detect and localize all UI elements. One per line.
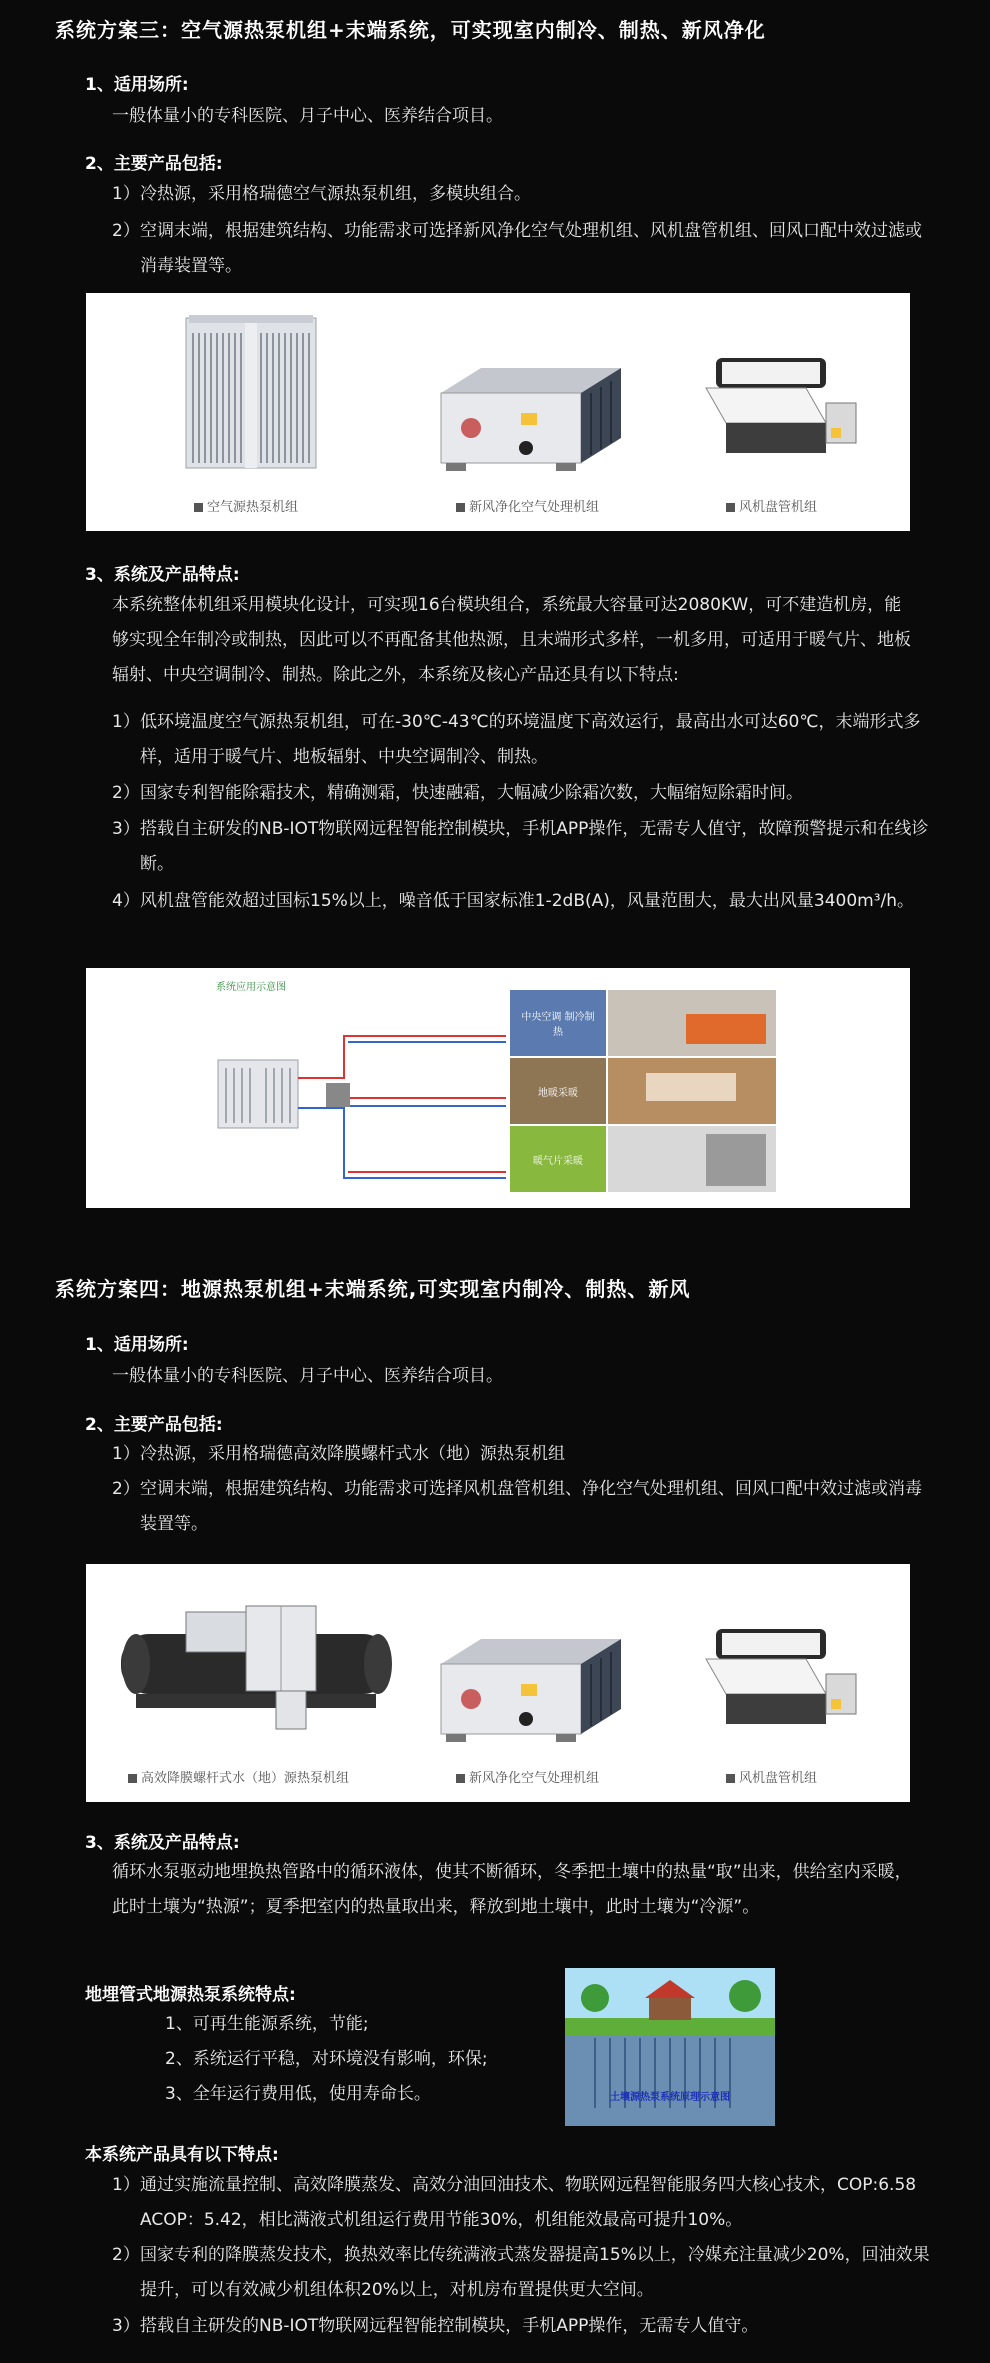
plan3-system-diagram <box>86 968 910 1208</box>
plan4-title: 系统方案四：地源热泵机组+末端系统,可实现室内制冷、制热、新风 <box>55 1277 691 1301</box>
ground-source-item-2: 2、系统运行平稳，对环境没有影响，环保; <box>165 2049 488 2069</box>
caption-screw-heat-pump: 高效降膜螺杆式水（地）源热泵机组 <box>128 1767 349 1786</box>
plan3-sec2-title: 2、主要产品包括: <box>85 154 223 174</box>
caption-fresh-air-unit-2: 新风净化空气处理机组 <box>456 1767 599 1786</box>
fan-coil-unit-image-2 <box>696 1619 866 1739</box>
plan3-product-panel <box>86 293 910 531</box>
plan3-feature-1: 1） 低环境温度空气源热泵机组，可在-30℃-43℃的环境温度下高效运行，最高出水可达60℃，末端形式多样，适用于暖气片、地板辐射、中央空调制冷、制热。 <box>112 712 921 767</box>
plan4-sec1-title: 1、适用场所: <box>85 1335 189 1355</box>
plan3-sec1-title: 1、适用场所: <box>85 75 189 95</box>
ground-source-caption: 土壤源热泵系统原理示意图 <box>610 2092 730 2103</box>
plan3-sec3-text: 本系统整体机组采用模块化设计，可实现16台模块组合，系统最大容量可达2080KW，可不建造机房，能够实现全年制冷或制热，因此可以不再配备其他热源，且末端形式多样，一机多用，可适用于暖气片、地板辐射、中央空调制冷、制热。除此之外，本系统及核心产品还具有以下特点: <box>112 595 911 685</box>
air-source-heat-pump-image <box>181 313 321 473</box>
plan4-sec3-title: 3、系统及产品特点: <box>85 1833 240 1853</box>
plan3-feature-4: 4） 风机盘管能效超过国标15%以上，噪音低于国家标准1-2dB(A)，风量范围大，最大出风量3400m³/h。 <box>112 891 915 911</box>
diagram-graphic <box>86 968 910 1208</box>
caption-fresh-air-unit: 新风净化空气处理机组 <box>456 496 599 515</box>
plan4-feature-2: 2） 国家专利的降膜蒸发技术，换热效率比传统满液式蒸发器提高15%以上，冷媒充注量减少20%，回油效果提升，可以有效减少机组体积20%以上，对机房布置提供更大空间。 <box>112 2245 930 2300</box>
fresh-air-unit-image <box>431 363 631 473</box>
diagram-label-floor-heating: 地暖采暖 <box>538 1088 578 1099</box>
caption-air-source-heat-pump: 空气源热泵机组 <box>194 496 298 515</box>
plan4-feature-1: 1） 通过实施流量控制、高效降膜蒸发、高效分油回油技术、物联网远程智能服务四大核心技术，COP:6.58 ACOP：5.42，相比满液式机组运行费用节能30%，机组能效最高可提升10%。 <box>112 2175 917 2230</box>
diagram-label-central-ac: 中央空调 制冷制热 <box>521 1012 595 1038</box>
caption-fan-coil-unit: 风机盘管机组 <box>726 496 817 515</box>
plan3-sec1-text: 一般体量小的专科医院、月子中心、医养结合项目。 <box>112 106 503 126</box>
plan3-feature-2: 2） 国家专利智能除霜技术，精确测霜，快速融霜，大幅减少除霜次数，大幅缩短除霜时间。 <box>112 783 803 803</box>
ground-source-illustration <box>565 1968 775 2126</box>
screw-heat-pump-image <box>116 1604 396 1734</box>
diagram-title: 系统应用示意图 <box>216 982 286 993</box>
plan4-product-item-1: 1） 冷热源，采用格瑞德高效降膜螺杆式水（地）源热泵机组 <box>112 1444 565 1464</box>
ground-source-item-1: 1、可再生能源系统，节能; <box>165 2014 369 2034</box>
diagram-label-radiator: 暖气片采暖 <box>533 1156 583 1167</box>
plan3-product-item-2: 2） 空调末端，根据建筑结构、功能需求可选择新风净化空气处理机组、风机盘管机组、回风口配中效过滤或消毒装置等。 <box>112 221 922 276</box>
ground-source-title: 地埋管式地源热泵系统特点: <box>85 1985 296 2005</box>
plan3-product-item-1: 1） 冷热源，采用格瑞德空气源热泵机组，多模块组合。 <box>112 184 531 204</box>
plan4-feature-3: 3） 搭载自主研发的NB-IOT物联网远程智能控制模块，手机APP操作，无需专人值守。 <box>112 2316 759 2336</box>
plan3-title: 系统方案三：空气源热泵机组+末端系统，可实现室内制冷、制热、新风净化 <box>55 18 766 42</box>
fan-coil-unit-image <box>696 348 866 468</box>
ground-source-item-3: 3、全年运行费用低，使用寿命长。 <box>165 2084 431 2104</box>
plan4-product-item-2: 2） 空调末端，根据建筑结构、功能需求可选择风机盘管机组、净化空气处理机组、回风口配中效过滤或消毒装置等。 <box>112 1479 922 1534</box>
caption-fan-coil-unit-2: 风机盘管机组 <box>726 1767 817 1786</box>
plan4-sec3-text: 循环水泵驱动地埋换热管路中的循环液体，使其不断循环，冬季把土壤中的热量“取”出来，供给室内采暖，此时土壤为“热源”；夏季把室内的热量取出来，释放到地土壤中，此时土壤为“冷源”。 <box>112 1862 912 1917</box>
plan3-sec3-title: 3、系统及产品特点: <box>85 565 240 585</box>
plan4-product-panel <box>86 1564 910 1802</box>
plan4-sec2-title: 2、主要产品包括: <box>85 1415 223 1435</box>
plan4-features-title: 本系统产品具有以下特点: <box>85 2145 279 2165</box>
plan4-sec1-text: 一般体量小的专科医院、月子中心、医养结合项目。 <box>112 1366 503 1386</box>
plan3-feature-3: 3） 搭载自主研发的NB-IOT物联网远程智能控制模块，手机APP操作，无需专人值守，故障预警提示和在线诊断。 <box>112 819 929 874</box>
fresh-air-unit-image-2 <box>431 1634 631 1744</box>
